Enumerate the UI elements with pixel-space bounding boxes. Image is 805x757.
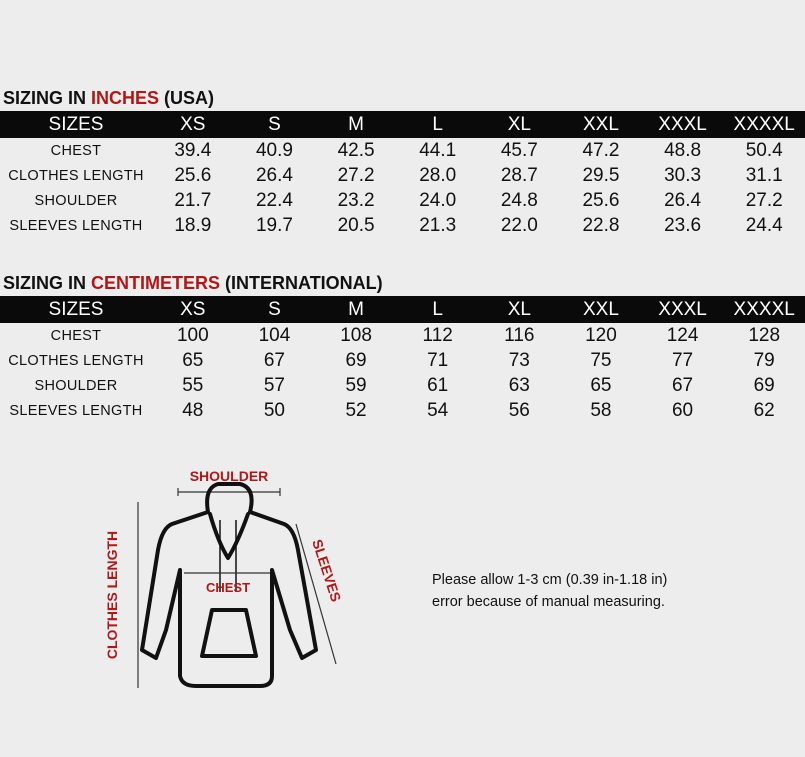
header-cell: XS (180, 113, 206, 135)
row-label: SHOULDER (34, 377, 118, 394)
clothes-length-label: CLOTHES LENGTH (104, 530, 120, 660)
table-cell: 67 (263, 349, 285, 371)
table-cell: 18.9 (174, 214, 212, 236)
table-cell: 22.8 (582, 214, 620, 236)
header-cell: XL (507, 298, 531, 320)
header-cell: M (348, 113, 364, 135)
shoulder-label: SHOULDER (189, 468, 269, 484)
table-row (0, 398, 805, 423)
table-cell: 124 (666, 324, 699, 346)
table-cell: 27.2 (745, 189, 783, 211)
table-cell: 73 (508, 349, 530, 371)
table-cell: 40.9 (255, 139, 293, 161)
header-cell: XS (180, 298, 206, 320)
table-cell: 59 (345, 374, 367, 396)
table-cell: 39.4 (174, 139, 212, 161)
header-cell: XXXXL (733, 113, 795, 135)
chest-label: CHEST (205, 580, 251, 595)
row-label: CHEST (50, 142, 102, 159)
header-cell: XXXXL (733, 298, 795, 320)
table-row (0, 188, 805, 213)
table-header-row (0, 111, 805, 138)
table-cell: 69 (345, 349, 367, 371)
table-cell: 65 (182, 349, 204, 371)
table-cell: 28.0 (419, 164, 457, 186)
table-row (0, 323, 805, 348)
row-label: SLEEVES LENGTH (9, 402, 143, 419)
table-row (0, 373, 805, 398)
table-cell: 69 (753, 374, 775, 396)
measurement-note (432, 569, 667, 613)
table-row (0, 163, 805, 188)
table-cell: 27.2 (337, 164, 375, 186)
header-cell: XXL (582, 113, 619, 135)
note-line: error because of manual measuring. (432, 594, 665, 610)
table-cell: 52 (345, 399, 367, 421)
header-cell: XL (507, 113, 531, 135)
table-cell: 31.1 (745, 164, 783, 186)
table-cell: 23.6 (664, 214, 702, 236)
header-cell: XXL (582, 298, 619, 320)
note-line: Please allow 1-3 cm (0.39 in-1.18 in) (432, 572, 668, 588)
table-cell: 120 (585, 324, 617, 346)
inches-size-table (0, 111, 805, 238)
table-cell: 79 (753, 349, 775, 371)
table-cell: 56 (508, 399, 530, 421)
table-cell: 60 (671, 399, 694, 421)
table-cell: 20.5 (337, 214, 375, 236)
row-label: CHEST (50, 327, 102, 344)
table-cell: 62 (753, 399, 775, 421)
sleeves-label: SLEEVES (309, 537, 345, 604)
row-label: SLEEVES LENGTH (9, 217, 143, 234)
header-cell: XXXL (658, 298, 707, 320)
centimeters-size-table (0, 296, 805, 423)
table-header-row (0, 296, 805, 323)
table-cell: 50.4 (745, 139, 783, 161)
header-cell: XXXL (658, 113, 707, 135)
table-cell: 58 (590, 399, 612, 421)
table-cell: 61 (427, 374, 449, 396)
table-cell: 24.4 (745, 214, 783, 236)
table-cell: 55 (182, 374, 204, 396)
table-cell: 50 (263, 399, 285, 421)
header-cell: SIZES (48, 113, 104, 135)
header-cell: L (432, 298, 443, 320)
table-cell: 100 (176, 324, 209, 346)
table-cell: 26.4 (664, 189, 702, 211)
table-cell: 63 (508, 374, 530, 396)
table-cell: 22.4 (255, 189, 293, 211)
table-cell: 48.8 (664, 139, 702, 161)
table-cell: 28.7 (500, 164, 538, 186)
table-cell: 67 (671, 374, 694, 396)
table-cell: 65 (590, 374, 612, 396)
header-cell: SIZES (48, 298, 104, 320)
table-cell: 42.5 (337, 139, 375, 161)
table-cell: 112 (422, 324, 453, 346)
table-cell: 24.0 (419, 189, 457, 211)
table-cell: 54 (427, 399, 449, 421)
table-cell: 25.6 (582, 189, 620, 211)
header-cell: M (348, 298, 364, 320)
table-cell: 47.2 (582, 139, 620, 161)
table-cell: 24.8 (500, 189, 538, 211)
table-cell: 26.4 (255, 164, 293, 186)
table-cell: 44.1 (419, 139, 457, 161)
table-cell: 116 (504, 324, 535, 346)
table-cell: 19.7 (255, 214, 293, 236)
row-label: SHOULDER (34, 192, 118, 209)
centimeters-section-title: SIZING IN CENTIMETERS (INTERNATIONAL) (3, 273, 383, 293)
table-cell: 21.3 (419, 214, 457, 236)
table-cell: 71 (427, 349, 449, 371)
table-cell: 45.7 (500, 139, 538, 161)
header-cell: S (268, 298, 281, 320)
table-cell: 21.7 (174, 189, 212, 211)
table-cell: 128 (748, 324, 781, 346)
table-cell: 23.2 (337, 189, 375, 211)
header-cell: L (432, 113, 443, 135)
table-cell: 104 (258, 324, 291, 346)
table-cell: 22.0 (500, 214, 538, 236)
table-cell: 25.6 (174, 164, 212, 186)
table-cell: 30.3 (664, 164, 702, 186)
table-cell: 75 (590, 349, 612, 371)
inches-section-title: SIZING IN INCHES (USA) (3, 88, 215, 108)
table-cell: 57 (263, 374, 285, 396)
row-label: CLOTHES LENGTH (8, 167, 144, 184)
table-row (0, 138, 805, 163)
table-row (0, 213, 805, 238)
table-cell: 77 (671, 349, 694, 371)
header-cell: S (268, 113, 281, 135)
table-cell: 29.5 (582, 164, 620, 186)
table-cell: 48 (182, 399, 204, 421)
table-cell: 108 (340, 324, 372, 346)
row-label: CLOTHES LENGTH (8, 352, 144, 369)
hoodie-diagram (100, 460, 360, 695)
table-row (0, 348, 805, 373)
